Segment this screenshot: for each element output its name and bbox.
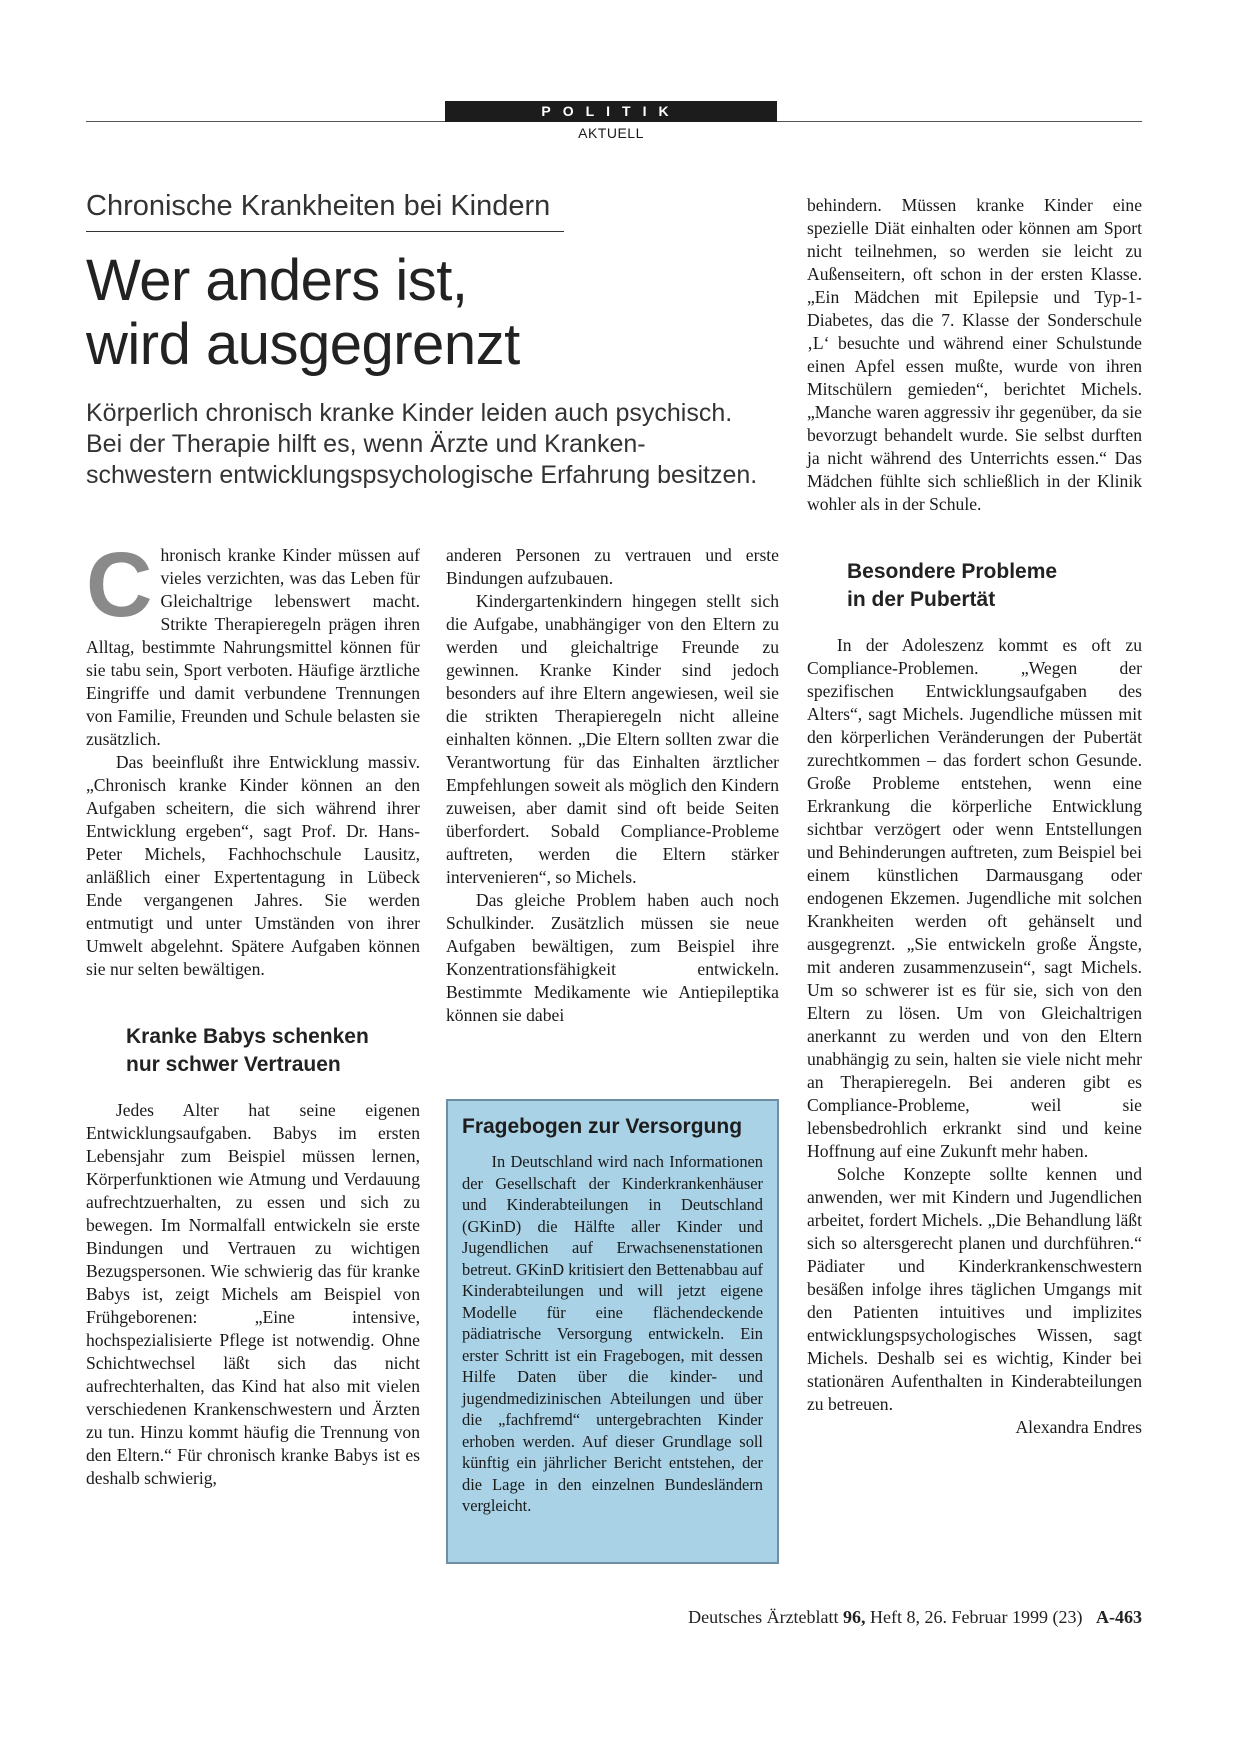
author-byline: Alexandra Endres [1015, 1417, 1142, 1437]
lead-line: Bei der Therapie hilft es, wenn Ärzte und Kranken- [86, 430, 646, 458]
subheading-line: Besondere Probleme [847, 560, 1058, 583]
subheading-line: nur schwer Vertrauen [126, 1053, 341, 1076]
lead-line: schwestern entwicklungspsychologische Erfahrung besitzen. [86, 461, 758, 489]
paragraph-text: hronisch kranke Kinder müssen auf vieles verzichten, was das Leben für Gleichaltrige lebenswert macht. Strikte Therapieregeln prägen ihren Alltag, bestimmte Nahrungsmittel können für sie tabu sein, Sport verboten. Häufige ärztliche Eingriffe und damit verbundene Trennungen von Familie, Freunden und Schule belasten sie zusätzlich. [86, 545, 420, 749]
page-number: A-463 [1096, 1607, 1142, 1627]
subheading-line: in der Pubertät [847, 588, 996, 611]
paragraph: Das gleiche Problem haben auch noch Schulkinder. Zusätzlich müssen sie neue Aufgaben bewältigen, zum Beispiel ihre Konzentrationsfähigkeit entwickeln. Bestimmte Medikamente wie Antiepileptika können sie dabei [446, 890, 779, 1025]
paragraph: anderen Personen zu vertrauen und erste Bindungen aufzubauen. [446, 545, 779, 588]
page-footer [600, 1607, 1142, 1628]
lead-line: Körperlich chronisch kranke Kinder leiden auch psychisch. [86, 399, 733, 427]
info-box [446, 1099, 779, 1564]
paragraph: Solche Konzepte sollte kennen und anwenden, wer mit Kindern und Jugendlichen arbeitet, fordert Michels. „Die Behandlung läßt sich so altersgerecht planen und durchführen.“ Pädiater und Kinderkrankenschwestern besäßen infolge ihres täglichen Umgangs mit den Patienten intuitives und implizites entwicklungspsychologisches Wissen, sagt Michels. Deshalb sei es wichtig, Kinder bei stationären Aufenthalten in Kinderabteilungen zu betreuen. [807, 1164, 1142, 1414]
paragraph: behindern. Müssen kranke Kinder eine spezielle Diät einhalten oder können am Sport nicht teilnehmen, so werden sie leicht zu Außenseitern, oft schon in der ersten Klasse. „Ein Mädchen mit Epilepsie und Typ-1-Diabetes, das die 7. Klasse der Sonderschule ‚L‘ besuchte und während einer Schulstunde einen Apfel essen mußte, wurde von ihren Mitschülern gemieden“, berichtet Michels. „Manche waren aggressiv ihr gegenüber, da sie bevorzugt behandelt wurde. Sie selbst durften ja nicht während des Unterrichts essen.“ Das Mädchen fühlte sich schließlich in der Klinik wohler als in der Schule. [807, 195, 1142, 514]
subheading-line: Kranke Babys schenken [126, 1025, 369, 1048]
subheading [847, 558, 1142, 614]
headline-line: Wer anders ist, [86, 248, 468, 313]
drop-cap: C [86, 534, 153, 636]
headline-line: wird ausgegrenzt [86, 312, 520, 377]
article-kicker: Chronische Krankheiten bei Kindern [86, 190, 564, 232]
section-label: POLITIK [445, 101, 777, 122]
paragraph: Das beeinflußt ihre Entwicklung massiv. „Chronisch kranke Kinder können an den Aufgaben scheitern, die sich während ihrer Entwicklung ergeben“, sagt Prof. Dr. Hans-Peter Michels, Fachhochschule Lausitz, anläßlich einer Expertentagung in Lübeck Ende vergangenen Jahres. Sie werden entmutigt und unter Umständen von ihrer Umwelt abgelehnt. Spätere Aufgaben können sie nur selten bewältigen. [86, 752, 420, 979]
paragraph [86, 534, 420, 751]
info-box-body: In Deutschland wird nach Informationen der Gesellschaft der Kinderkrankenhäuser und Kinderabteilungen in Deutschland (GKinD) die Hälfte aller Kinder und Jugendlichen auf Erwachsenenstationen betreut. GKinD kritisiert den Bettenabbau auf Kinderabteilungen und will jetzt eigene Modelle für eine flächendeckende pädiatrische Versorgung entwickeln. Ein erster Schritt ist ein Fragebogen, mit dessen Hilfe Daten über die kinder- und jugendmedizinischen Abteilungen und über die „fachfremd“ untergebrachten Kinder erhoben werden. Auf dieser Grundlage soll künftig ein jährlicher Bericht entstehen, der die Lage in den einzelnen Bundesländern vergleicht. [462, 1152, 763, 1515]
column-2 [446, 544, 779, 1027]
column-3 [807, 194, 1142, 1439]
column-1 [86, 534, 420, 1490]
paragraph: Kindergartenkindern hingegen stellt sich die Aufgabe, unabhängiger von den Eltern zu werden und gleichaltrige Freunde zu gewinnen. Kranke Kinder sind jedoch besonders auf ihre Eltern angewiesen, weil sie die strikten Therapieregeln nicht alleine einhalten können. „Die Eltern sollten zwar die Verantwortung für das Einhalten ärztlicher Empfehlungen soweit als möglich den Kindern zuweisen, aber damit sind oft beide Seiten überfordert. Sobald Compliance-Probleme auftreten, werden die Eltern stärker intervenieren“, so Michels. [446, 591, 779, 887]
subsection-label: AKTUELL [578, 125, 644, 141]
journal-name: Deutsches Ärzteblatt [688, 1607, 839, 1627]
paragraph: In der Adoleszenz kommt es oft zu Compliance-Problemen. „Wegen der spezifischen Entwicklungsaufgaben des Alters“, sagt Michels. Jugendliche müssen mit den körperlichen Veränderungen der Pubertät zurechtkommen – das fordert schon Gesunde. Große Probleme entstehen, wenn eine Erkrankung die körperliche Entwicklung sichtbar verzögert oder wenn Entstellungen und Behinderungen auftreten, zum Beispiel bei einem künstlichen Darmausgang oder endogenen Ekzemen. Jugendliche mit solchen Krankheiten werden oft gehänselt und ausgegrenzt. „Sie entwickeln große Ängste, mit anderen zusammenzusein“, sagt Michels. Um so schwerer ist es für sie, sich von den Eltern zu lösen. Um von Gleichaltrigen anerkannt zu werden und von den Eltern unabhängig zu sein, halten sie viele nicht mehr an Therapieregeln. Bei anderen gibt es Compliance-Probleme, weil sie lebensbedrohlich erkrankt sind und keine Hoffnung auf eine Zukunft mehr haben. [807, 635, 1142, 1161]
issue-date: Heft 8, 26. Februar 1999 (23) [870, 1607, 1083, 1627]
subheading [126, 1023, 420, 1079]
article-lead [86, 398, 786, 491]
paragraph: Jedes Alter hat seine eigenen Entwicklungsaufgaben. Babys im ersten Lebensjahr zum Beispiel müssen lernen, Körperfunktionen wie Atmung und Verdauung aufrechtzuerhalten, zu essen und sich zu bewegen. Im Normalfall entwickeln sie erste Bindungen und Vertrauen zu wichtigen Bezugspersonen. Wie schwierig das für kranke Babys ist, zeigt Michels am Beispiel von Frühgeborenen: „Eine intensive, hochspezialisierte Pflege ist notwendig. Ohne Schichtwechsel läßt sich das nicht aufrechterhalten, das Kind hat also mit vielen verschiedenen Krankenschwestern und Ärzten zu tun. Hinzu kommt häufig die Trennung von den Eltern.“ Für chronisch kranke Babys ist es deshalb schwierig, [86, 1100, 420, 1488]
journal-volume: 96, [843, 1607, 866, 1627]
info-box-title: Fragebogen zur Versorgung [462, 1115, 743, 1138]
article-headline [86, 249, 786, 377]
